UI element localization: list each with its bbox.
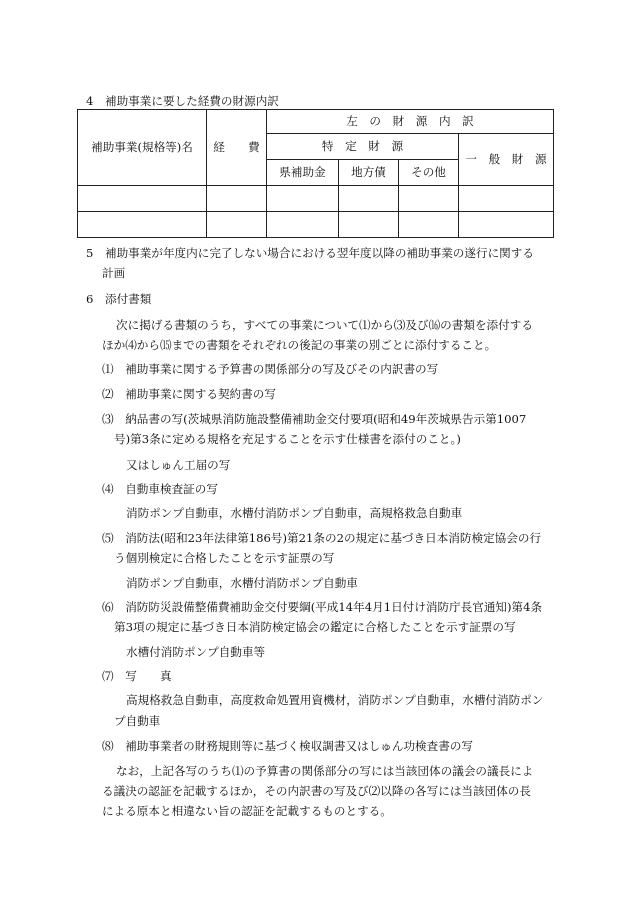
item-3-line2: 号)第3条に定める規格を充足することを示す仕様書を添付のこと。) [114,432,461,446]
item-1: ⑴ 補助事業に関する予算書の関係部分の写及びその内訳書の写 [102,362,439,376]
section6-intro-line1: 次に掲げる書類のうち，すべての事業について⑴から⑶及び⒃の書類を添付する [116,318,533,332]
table-cell [78,186,207,212]
table-cell [459,212,554,238]
item-6-line2: 第3項の規定に基づき日本消防検定協会の鑑定に合格したことを示す証票の写 [114,620,516,634]
item-7: ⑺ 写 真 [102,669,172,683]
item-4: ⑷ 自動車検査証の写 [102,482,218,496]
closing-line2: る議決の認証を記載するほか，その内訳書の写及び⑵以降の各写には当該団体の長 [102,784,531,798]
item-5-line1: ⑸ 消防法(昭和23年法律第186号)第21条の2の規定に基づき日本消防検定協会の行 [102,531,542,545]
closing-line3: による原本と相違ない旨の認証を記載するものとする。 [102,804,392,818]
section6-heading: 6 添付書類 [86,292,152,306]
item-3-line3: 又はしゅん工届の写 [126,458,231,472]
header-source-breakdown: 左 の 財 源 内 訳 [267,110,554,134]
table-cell [399,212,459,238]
section5-line1: 5 補助事業が年度内に完了しない場合における翌年度以降の補助事業の遂行に関する [86,246,534,260]
item-6-note: 水槽付消防ポンプ自動車等 [126,645,266,659]
item-8: ⑻ 補助事業者の財務規則等に基づく検収調書又はしゅん功検査書の写 [102,739,474,753]
header-local-bond: 地方債 [339,160,399,186]
section5-line2: 計画 [102,266,126,280]
table-row [78,186,554,212]
header-other: その他 [399,160,459,186]
table-cell [267,212,339,238]
item-3-line1: ⑶ 納品書の写(茨城県消防施設整備補助金交付要項(昭和49年茨城県告示第1007 [102,412,527,426]
item-5-line2: う個別検定に合格したことを示す証票の写 [114,551,335,565]
table-row [78,212,554,238]
header-pref-subsidy: 県補助金 [267,160,339,186]
section6-intro-line2: ほか⑷から⒂までの書類をそれぞれの後記の事業の別ごとに添付すること。 [102,338,497,352]
item-7-note-line1: 高規格救急自動車，高度救命処置用資機材，消防ポンプ自動車，水槽付消防ポン [126,693,544,707]
header-specific-source: 特 定 財 源 [267,134,459,160]
closing-line1: なお，上記各写のうち⑴の予算書の関係部分の写には当該団体の議会の議長によ [116,764,534,778]
header-cost: 経 費 [207,110,267,186]
funding-source-table [77,109,554,238]
table-cell [207,186,267,212]
table-cell [339,186,399,212]
section4-heading: 4 補助事業に要した経費の財源内訳 [86,94,279,108]
item-7-note-line2: プ自動車 [114,714,161,728]
table-cell [399,186,459,212]
header-project-name: 補助事業(規格等)名 [78,110,207,186]
item-4-note: 消防ポンプ自動車，水槽付消防ポンプ自動車，高規格救急自動車 [126,506,463,520]
table-cell [339,212,399,238]
table-cell [78,212,207,238]
item-6-line1: ⑹ 消防防災設備整備費補助金交付要綱(平成14年4月1日付け消防庁長官通知)第4条 [102,600,543,614]
item-2: ⑵ 補助事業に関する契約書の写 [102,387,276,401]
table-cell [459,186,554,212]
table-cell [207,212,267,238]
item-5-note: 消防ポンプ自動車，水槽付消防ポンプ自動車 [126,576,358,590]
header-general-source: 一 般 財 源 [459,134,554,186]
table-cell [267,186,339,212]
